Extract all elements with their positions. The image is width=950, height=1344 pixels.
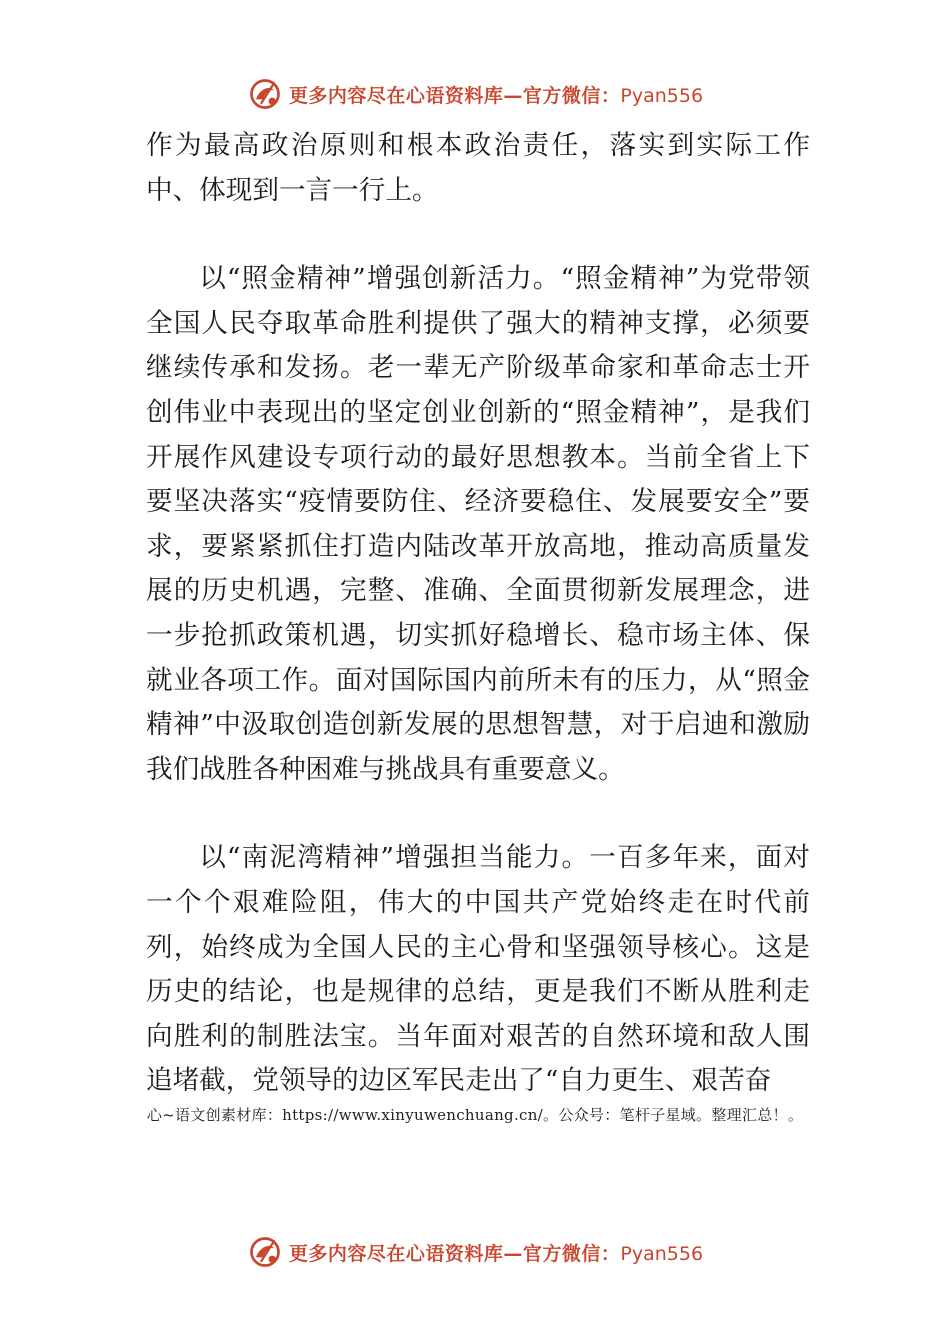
paragraph-zhaojin-spirit: 以“照金精神”增强创新活力。“照金精神”为党带领全国人民夺取革命胜利提供了强大的精神支撑，必须要继续传承和发扬。老一辈无产阶级革命家和革命志士开创伟业中表现出的坚定创业创新的“照金精神”，是我们开展作风建设专项行动的最好思想教本。当前全省上下要坚决落实“疫情要防住、经济要稳住、发展要安全”要求，要紧紧抓住打造内陆改革开放高地，推动高质量发展的历史机遇，完整、准确、全面贯彻新发展理念，进一步抢抓政策机遇，切实抓好稳增长、稳市场主体、保就业各项工作。面对国际国内前所未有的压力，从“照金精神”中汲取创造创新发展的思想智慧，对于启迪和激励我们战胜各种困难与挑战具有重要意义。 (146, 263, 810, 785)
footer-watermark (0, 1230, 950, 1274)
paragraph-continued: 作为最高政治原则和根本政治责任，落实到实际工作中、体现到一言一行上。 (146, 130, 810, 206)
watermark-text: 更多内容尽在心语资料库—官方微信：Pyan556 (288, 1242, 704, 1265)
watermark-wechat-id: Pyan556 (620, 84, 704, 107)
red-stamp-swirl-icon (247, 76, 283, 112)
paragraph-spacer (146, 792, 810, 836)
watermark-text: 更多内容尽在心语资料库—官方微信：Pyan556 (288, 84, 704, 107)
watermark-wechat-id: Pyan556 (620, 1242, 704, 1265)
red-stamp-swirl-icon (247, 1234, 283, 1270)
source-note: 心~语文创素材库：https://www.xinyuwenchuang.cn/。公众号：笔杆子星域。整理汇总！。 (146, 1106, 804, 1124)
header-watermark (0, 72, 950, 116)
paragraph-spacer (146, 213, 810, 257)
document-body (146, 124, 810, 1104)
paragraph-nanniwan-spirit: 以“南泥湾精神”增强担当能力。一百多年来，面对一个个艰难险阻，伟大的中国共产党始终走在时代前列，始终成为全国人民的主心骨和坚强领导核心。这是历史的结论，也是规律的总结，更是我们不断从胜利走向胜利的制胜法宝。当年面对艰苦的自然环境和敌人围追堵截，党领导的边区军民走出了“自力更生、艰苦奋 (146, 842, 810, 1097)
